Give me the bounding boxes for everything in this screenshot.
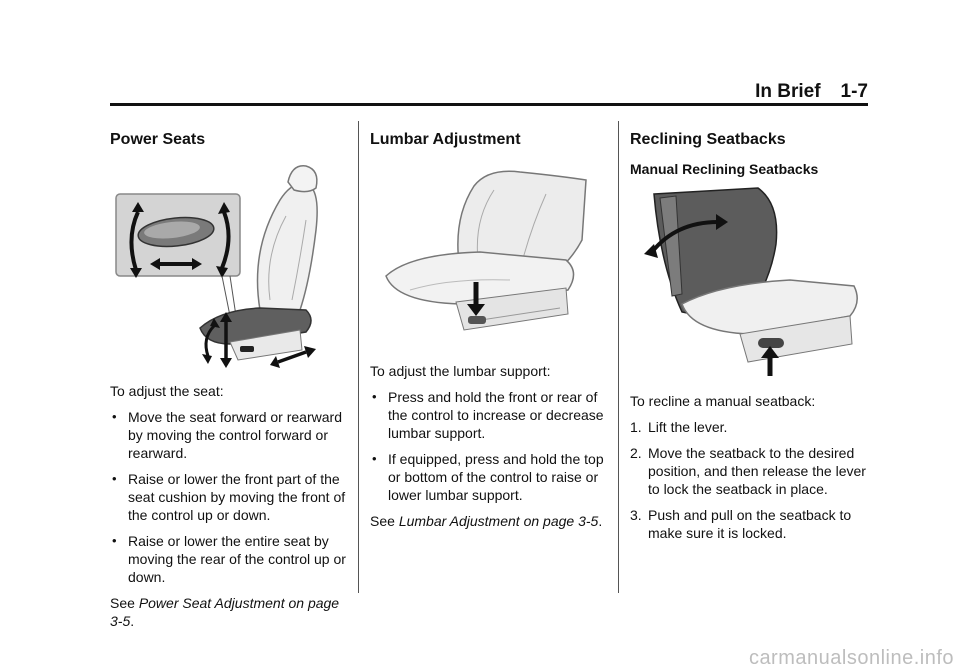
- reclining-intro: To recline a manual seatback:: [630, 393, 816, 409]
- lumbar-list: [370, 388, 608, 504]
- step-text: Lift the lever.: [648, 419, 728, 435]
- lumbar-reference: [370, 512, 608, 530]
- lumbar-column: [370, 126, 608, 538]
- see-label: See: [370, 513, 395, 529]
- step-number: 3.: [630, 507, 642, 523]
- cross-reference-link[interactable]: Lumbar Adjustment on page 3-5: [398, 513, 599, 529]
- recline-illustration: [630, 184, 868, 380]
- step-text: Move the seatback to the desired position, and then release the lever to lock the seatback in place.: [648, 445, 866, 497]
- lumbar-illustration: [370, 160, 608, 350]
- section-title: In Brief: [755, 81, 821, 102]
- reclining-subheading: Manual Reclining Seatbacks: [630, 161, 819, 177]
- power-seats-column: [110, 126, 348, 638]
- cross-reference-link[interactable]: Power Seat Adjustment on page 3-5: [110, 595, 340, 629]
- watermark: carmanualsonline.info: [748, 647, 954, 669]
- page-number: 1-7: [840, 81, 868, 102]
- list-item: • If equipped, press and hold the top or bottom of the control to raise or lower lumbar support.: [370, 450, 608, 504]
- lumbar-heading: Lumbar Adjustment: [370, 131, 521, 148]
- list-item: • Raise or lower the entire seat by moving the rear of the control up or down.: [110, 532, 348, 586]
- header-rule: [110, 103, 868, 106]
- list-item: • Press and hold the front or rear of the control to increase or decrease lumbar support.: [370, 388, 608, 442]
- seat-backrest: [258, 184, 318, 310]
- lumbar-control: [468, 316, 486, 324]
- step-text: Push and pull on the seatback to make sure it is locked.: [648, 507, 852, 541]
- list-item: • Raise or lower the front part of the seat cushion by moving the front of the control up or down.: [110, 470, 348, 524]
- power-seat-illustration: [110, 160, 348, 370]
- column-divider: [618, 121, 619, 593]
- punctuation: .: [598, 513, 603, 529]
- step-number: 1.: [630, 419, 642, 435]
- list-item: [630, 506, 868, 542]
- power-seats-list: [110, 408, 348, 586]
- power-seats-intro: To adjust the seat:: [110, 383, 224, 399]
- page-header: [110, 82, 868, 102]
- punctuation: .: [130, 613, 135, 629]
- list-item: [630, 418, 868, 436]
- reclining-steps: [630, 418, 868, 542]
- reclining-heading: Reclining Seatbacks: [630, 131, 786, 148]
- see-label: See: [110, 595, 135, 611]
- lumbar-intro: To adjust the lumbar support:: [370, 363, 551, 379]
- power-seats-heading: Power Seats: [110, 131, 206, 148]
- list-item: • Move the seat forward or rearward by moving the control forward or rearward.: [110, 408, 348, 462]
- step-number: 2.: [630, 445, 642, 461]
- seat-control-switch-small: [240, 346, 254, 352]
- list-item: [630, 444, 868, 498]
- power-seats-reference: [110, 594, 348, 630]
- headrest: [288, 166, 317, 192]
- column-divider: [358, 121, 359, 593]
- reclining-column: [630, 126, 868, 550]
- recline-lever: [758, 338, 784, 348]
